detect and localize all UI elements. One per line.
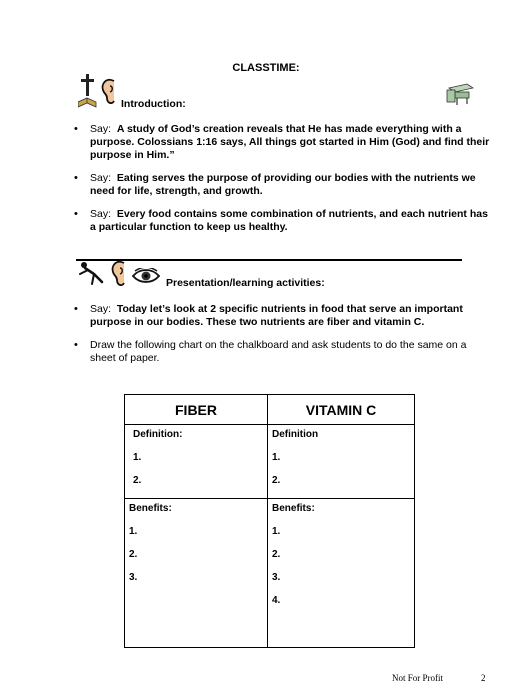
presentation-label: Presentation/learning activities:: [166, 277, 325, 289]
footer-note: Not For Profit: [392, 673, 444, 683]
say-prefix: Say:: [90, 208, 112, 220]
list-item: 4.: [272, 595, 281, 606]
list-item: 3.: [272, 572, 281, 583]
say-prefix: Say:: [90, 303, 112, 315]
bullet-text: A study of God’s creation reveals that He has made everything with a purpose. Colossians 1:16 says, All things got started in Him (God) and find their purpose in Him.”: [90, 123, 490, 161]
bullet-text: Eating serves the purpose of providing our bodies with the nutrients we need for life, strength, and growth.: [90, 172, 476, 197]
stretching-person-icon: [76, 260, 106, 291]
fiber-vitamin-c-table: [124, 394, 415, 648]
benefits-label: Benefits:: [272, 503, 315, 514]
definition-label: Definition: [272, 429, 319, 440]
bullet-text: Draw the following chart on the chalkboard and ask students to do the same on a sheet of paper.: [90, 339, 467, 364]
benefits-label: Benefits:: [129, 503, 172, 514]
vitamin-c-benefits-cell: [268, 499, 415, 648]
page-number: 2: [481, 673, 486, 683]
table-row-definition: [125, 425, 415, 499]
desk-icon: [445, 80, 475, 111]
list-item: 1.: [129, 526, 138, 537]
list-item: 3.: [129, 572, 138, 583]
list-item: [90, 172, 490, 198]
list-item: [90, 123, 490, 162]
list-item: 1.: [133, 452, 142, 463]
list-item: 2.: [272, 475, 281, 486]
say-prefix: Say:: [90, 123, 112, 135]
list-item: 2.: [129, 549, 138, 560]
presentation-bullets: [90, 303, 490, 375]
ear-icon: [110, 260, 130, 293]
table-row-benefits: [125, 499, 415, 648]
list-item: [90, 303, 490, 329]
bullet-text: Today let’s look at 2 specific nutrients in food that serve an important purpose in our bodies. These two nutrients are fiber and vitamin C.: [90, 303, 463, 328]
list-item: 1.: [272, 526, 281, 537]
list-item: 2.: [272, 549, 281, 560]
column-header-fiber: FIBER: [125, 395, 268, 425]
eye-icon: [132, 268, 160, 289]
column-header-vitamin-c: VITAMIN C: [268, 395, 415, 425]
fiber-definition-cell: [125, 425, 268, 499]
list-item: [90, 339, 490, 365]
list-item: 1.: [272, 452, 281, 463]
list-item: 2.: [133, 475, 142, 486]
say-prefix: Say:: [90, 172, 112, 184]
vitamin-c-definition-cell: [268, 425, 415, 499]
section-divider: [76, 259, 462, 261]
introduction-label: Introduction:: [121, 98, 186, 110]
table-header-row: [125, 395, 415, 425]
ear-icon: [100, 78, 120, 111]
page-title: CLASSTIME:: [232, 62, 300, 74]
bullet-text: Every food contains some combination of nutrients, and each nutrient has a particular function to keep us healthy.: [90, 208, 488, 233]
fiber-benefits-cell: [125, 499, 268, 648]
list-item: [90, 208, 490, 234]
introduction-bullets: [90, 123, 490, 244]
definition-label: Definition:: [133, 429, 183, 440]
